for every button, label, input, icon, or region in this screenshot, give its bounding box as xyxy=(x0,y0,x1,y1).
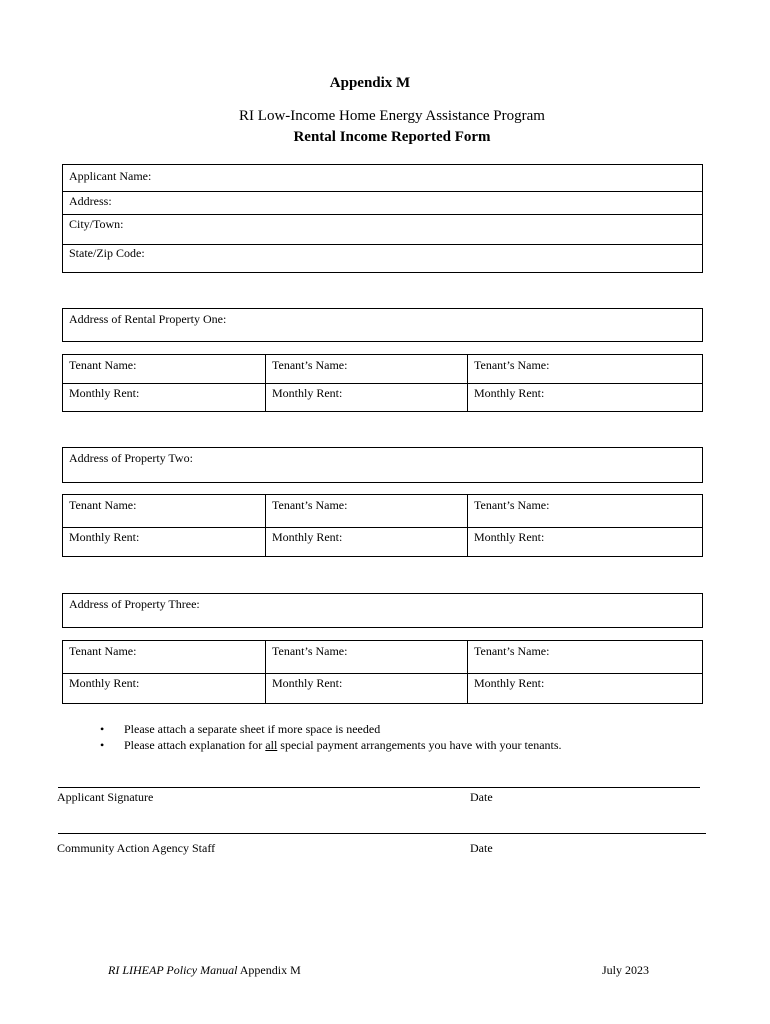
column-divider xyxy=(467,641,468,703)
bullet-icon: • xyxy=(100,738,105,752)
tenant-name-label: Tenant Name: xyxy=(69,498,137,512)
address-label: Address: xyxy=(69,194,112,208)
tenant-name-label: Tenant’s Name: xyxy=(272,358,348,372)
property-one-address-box xyxy=(62,308,703,342)
applicant-row-divider xyxy=(63,244,702,245)
property-three-tenant-table xyxy=(62,640,703,704)
footer-manual xyxy=(108,963,301,978)
monthly-rent-label: Monthly Rent: xyxy=(474,530,545,544)
applicant-row-divider xyxy=(63,191,702,192)
applicant-row-divider xyxy=(63,214,702,215)
note-text xyxy=(124,738,562,753)
program-name: RI Low-Income Home Energy Assistance Program xyxy=(239,108,545,124)
row-divider xyxy=(63,527,702,528)
footer-date: July 2023 xyxy=(602,963,650,977)
applicant-name-label: Applicant Name: xyxy=(69,169,152,183)
row-divider xyxy=(63,383,702,384)
property-one-tenant-table xyxy=(62,354,703,412)
property-three-address-box xyxy=(62,593,703,628)
tenant-name-label: Tenant’s Name: xyxy=(474,358,550,372)
monthly-rent-label: Monthly Rent: xyxy=(69,676,140,690)
monthly-rent-label: Monthly Rent: xyxy=(69,530,140,544)
state-zip-label: State/Zip Code: xyxy=(69,246,145,260)
monthly-rent-label: Monthly Rent: xyxy=(272,676,343,690)
staff-date-label: Date xyxy=(470,841,493,855)
column-divider xyxy=(467,495,468,556)
form-title: Rental Income Reported Form xyxy=(293,129,491,145)
monthly-rent-label: Monthly Rent: xyxy=(474,676,545,690)
tenant-name-label: Tenant’s Name: xyxy=(474,498,550,512)
applicant-signature-label: Applicant Signature xyxy=(57,790,154,804)
monthly-rent-label: Monthly Rent: xyxy=(69,386,140,400)
applicant-info-box xyxy=(62,164,703,273)
note-text-suffix: special payment arrangements you have with your tenants. xyxy=(277,738,562,752)
footer-manual-title: RI LIHEAP Policy Manual xyxy=(108,963,238,977)
property-three-address-label: Address of Property Three: xyxy=(69,597,200,611)
column-divider xyxy=(265,495,266,556)
city-town-label: City/Town: xyxy=(69,217,124,231)
tenant-name-label: Tenant’s Name: xyxy=(272,498,348,512)
staff-signature-line[interactable] xyxy=(58,833,706,834)
footer-appendix: Appendix M xyxy=(237,963,301,977)
bullet-icon: • xyxy=(100,722,105,736)
tenant-name-label: Tenant Name: xyxy=(69,644,137,658)
staff-signature-label: Community Action Agency Staff xyxy=(57,841,216,855)
tenant-name-label: Tenant Name: xyxy=(69,358,137,372)
row-divider xyxy=(63,673,702,674)
tenant-name-label: Tenant’s Name: xyxy=(272,644,348,658)
tenant-name-label: Tenant’s Name: xyxy=(474,644,550,658)
property-two-address-label: Address of Property Two: xyxy=(69,451,193,465)
monthly-rent-label: Monthly Rent: xyxy=(474,386,545,400)
page-title: Appendix M xyxy=(329,75,411,91)
monthly-rent-label: Monthly Rent: xyxy=(272,386,343,400)
applicant-date-label: Date xyxy=(470,790,493,804)
property-two-tenant-table xyxy=(62,494,703,557)
note-text-emphasis: all xyxy=(265,738,278,752)
property-two-address-box xyxy=(62,447,703,483)
applicant-signature-line[interactable] xyxy=(58,787,700,788)
note-text: Please attach a separate sheet if more space is needed xyxy=(124,722,381,736)
monthly-rent-label: Monthly Rent: xyxy=(272,530,343,544)
column-divider xyxy=(265,641,266,703)
property-one-address-label: Address of Rental Property One: xyxy=(69,312,227,326)
note-text-prefix: Please attach explanation for xyxy=(124,738,266,752)
